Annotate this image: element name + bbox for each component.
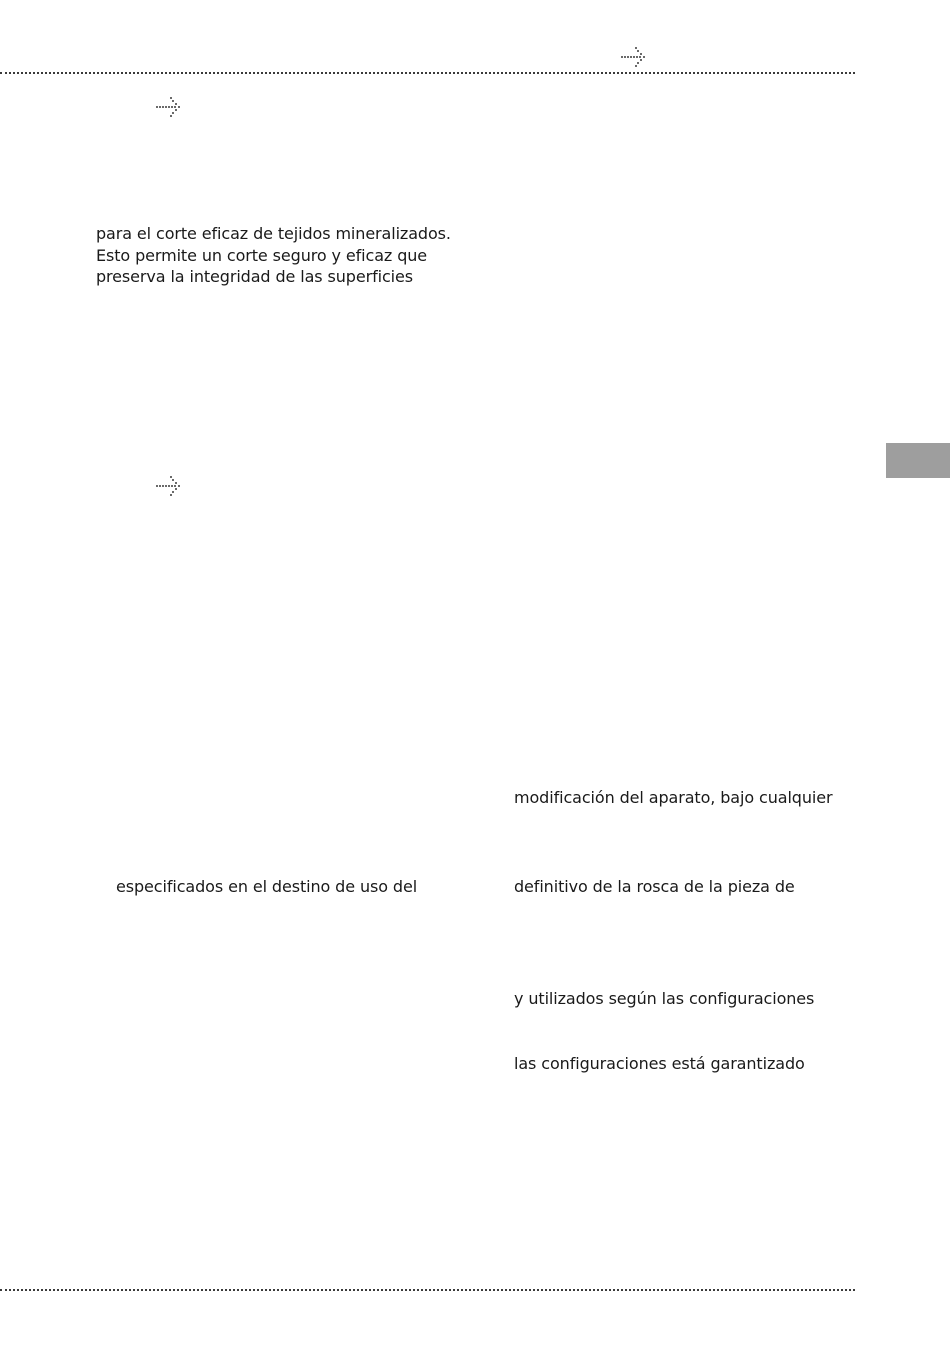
chapter-tab [886, 443, 950, 478]
top-dotted-rule [0, 72, 855, 74]
right-column-line: y utilizados según las configuraciones [514, 989, 815, 1008]
paragraph-line: para el corte eficaz de tejidos mineralizados. [96, 224, 451, 243]
right-column-line: definitivo de la rosca de la pieza de [514, 877, 795, 896]
paragraph-line: Esto permite un corte seguro y eficaz que [96, 245, 428, 265]
left-column-line: especificados en el destino de uso del [116, 877, 418, 896]
right-column-line: modificación del aparato, bajo cualquier [514, 788, 833, 807]
dotted-arrow-right-icon [155, 96, 183, 118]
bottom-dotted-rule [0, 1289, 855, 1291]
dotted-arrow-right-icon [155, 475, 183, 497]
paragraph-line: preserva la integridad de las superficies [96, 267, 413, 286]
intro-paragraph [96, 223, 451, 288]
dotted-arrow-right-icon [620, 46, 648, 68]
right-column-line: las configuraciones está garantizado [514, 1054, 805, 1073]
